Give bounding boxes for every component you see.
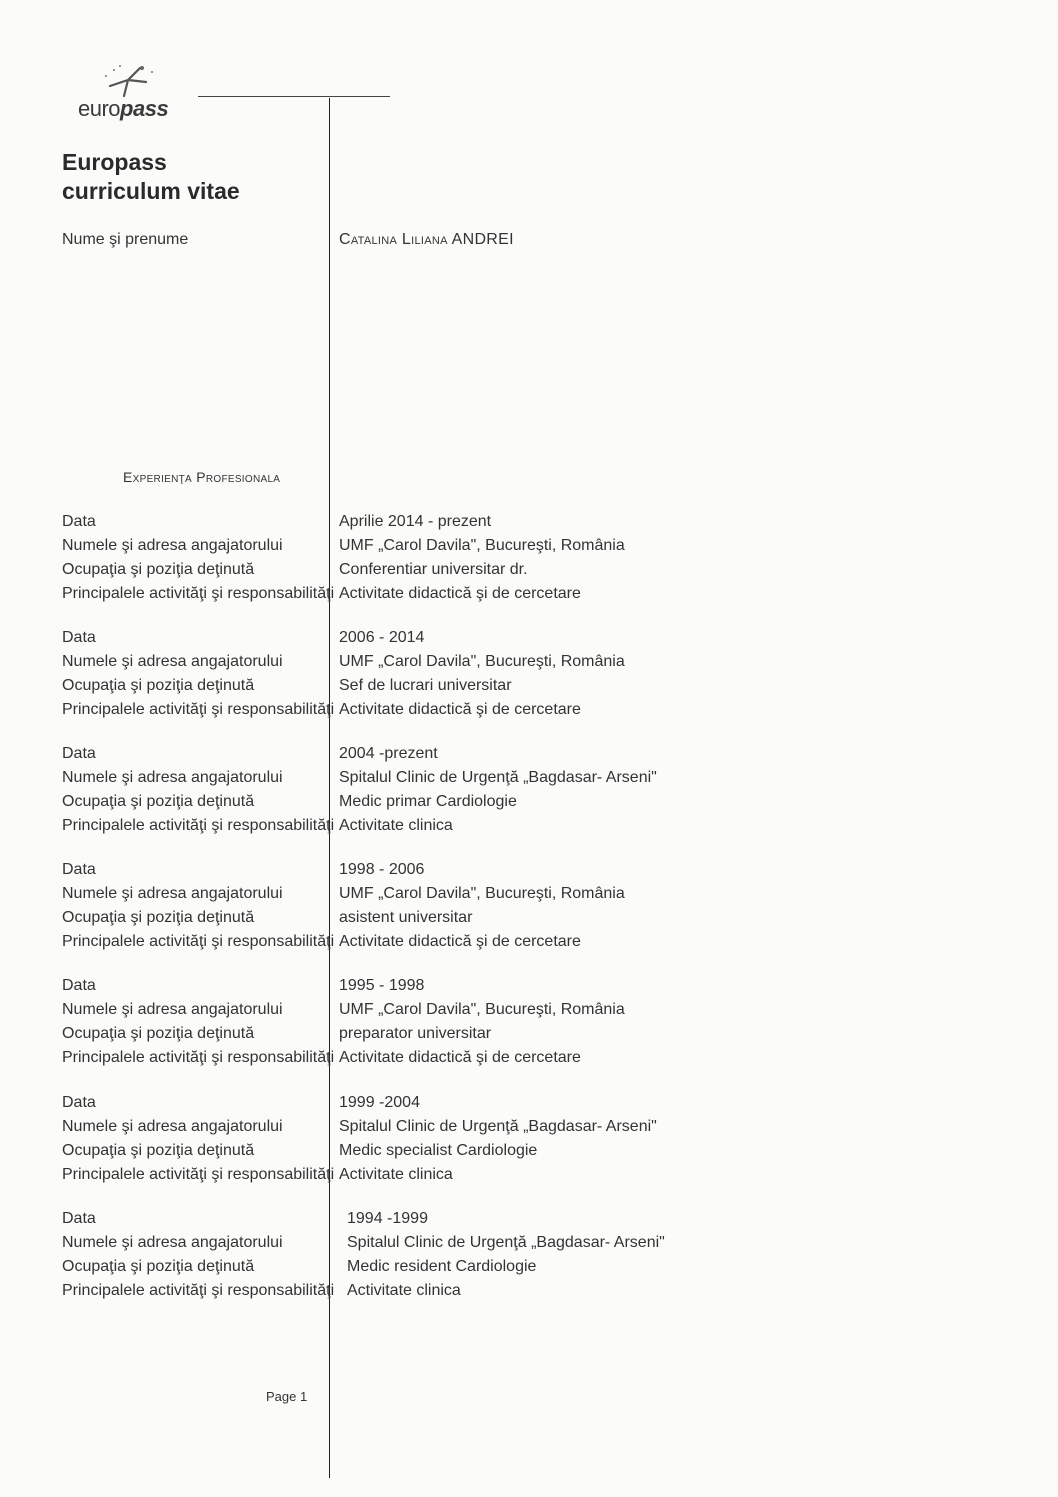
date-value: 1999 -2004 xyxy=(339,1094,420,1111)
position-value: Medic specialist Cardiologie xyxy=(339,1142,538,1159)
date-label: Data xyxy=(62,745,96,762)
date-value: 2006 - 2014 xyxy=(339,629,425,646)
activities-label: Principalele activităţi şi responsabilităţi xyxy=(62,933,335,950)
position-label: Ocupaţia şi poziţia deţinută xyxy=(62,909,255,926)
position-value: Medic primar Cardiologie xyxy=(339,793,517,810)
activities-value: Activitate didactică şi de cercetare xyxy=(339,701,581,718)
activities-value: Activitate clinica xyxy=(339,817,453,834)
date-value: 1998 - 2006 xyxy=(339,861,425,878)
employer-value: Spitalul Clinic de Urgenţă „Bagdasar- Arseni" xyxy=(347,1234,665,1251)
position-value: Conferentiar universitar dr. xyxy=(339,561,528,578)
employer-label: Numele şi adresa angajatorului xyxy=(62,537,283,554)
date-value: 1994 -1999 xyxy=(347,1210,428,1227)
experience-entry xyxy=(0,974,1058,1070)
experience-entry xyxy=(0,1091,1058,1187)
position-label: Ocupaţia şi poziţia deţinută xyxy=(62,793,255,810)
experience-entry xyxy=(0,626,1058,722)
employer-label: Numele şi adresa angajatorului xyxy=(62,653,283,670)
activities-value: Activitate didactică şi de cercetare xyxy=(339,585,581,602)
employer-label: Numele şi adresa angajatorului xyxy=(62,769,283,786)
date-label: Data xyxy=(62,861,96,878)
position-label: Ocupaţia şi poziţia deţinută xyxy=(62,1025,255,1042)
activities-label: Principalele activităţi şi responsabilităţi xyxy=(62,585,335,602)
date-value: 1995 - 1998 xyxy=(339,977,425,994)
employer-value: UMF „Carol Davila", Bucureşti, România xyxy=(339,885,625,902)
date-label: Data xyxy=(62,513,96,530)
employer-label: Numele şi adresa angajatorului xyxy=(62,885,283,902)
experience-entry xyxy=(0,510,1058,606)
position-label: Ocupaţia şi poziţia deţinută xyxy=(62,1142,255,1159)
position-label: Ocupaţia şi poziţia deţinută xyxy=(62,561,255,578)
employer-value: UMF „Carol Davila", Bucureşti, România xyxy=(339,653,625,670)
activities-value: Activitate clinica xyxy=(347,1282,461,1299)
name-value: Catalina Liliana ANDREI xyxy=(339,231,514,248)
activities-label: Principalele activităţi şi responsabilităţi xyxy=(62,817,335,834)
position-value: asistent universitar xyxy=(339,909,473,926)
activities-value: Activitate didactică şi de cercetare xyxy=(339,933,581,950)
date-label: Data xyxy=(62,1210,96,1227)
europass-wordmark: europass xyxy=(78,96,169,121)
europass-logo xyxy=(60,60,335,130)
employer-label: Numele şi adresa angajatorului xyxy=(62,1234,283,1251)
employer-value: Spitalul Clinic de Urgenţă „Bagdasar- Arseni" xyxy=(339,1118,657,1135)
experience-entry xyxy=(0,1207,1058,1303)
section-heading-experience: Experienţa Profesionala xyxy=(123,469,281,485)
experience-entry xyxy=(0,742,1058,838)
date-value: 2004 -prezent xyxy=(339,745,438,762)
document-title: Europass curriculum vitae xyxy=(62,149,240,204)
activities-label: Principalele activităţi şi responsabilităţi xyxy=(62,1049,335,1066)
position-value: preparator universitar xyxy=(339,1025,492,1042)
employer-value: Spitalul Clinic de Urgenţă „Bagdasar- Arseni" xyxy=(339,769,657,786)
activities-label: Principalele activităţi şi responsabilităţi xyxy=(62,1282,335,1299)
experience-entry xyxy=(0,858,1058,954)
activities-label: Principalele activităţi şi responsabilităţi xyxy=(62,1166,335,1183)
activities-label: Principalele activităţi şi responsabilităţi xyxy=(62,701,335,718)
logo-rule xyxy=(198,96,390,97)
employer-label: Numele şi adresa angajatorului xyxy=(62,1118,283,1135)
position-label: Ocupaţia şi poziţia deţinută xyxy=(62,677,255,694)
employer-value: UMF „Carol Davila", Bucureşti, România xyxy=(339,1001,625,1018)
activities-value: Activitate clinica xyxy=(339,1166,453,1183)
activities-value: Activitate didactică şi de cercetare xyxy=(339,1049,581,1066)
employer-label: Numele şi adresa angajatorului xyxy=(62,1001,283,1018)
position-value: Sef de lucrari universitar xyxy=(339,677,512,694)
employer-value: UMF „Carol Davila", Bucureşti, România xyxy=(339,537,625,554)
page-number: Page 1 xyxy=(266,1389,308,1404)
name-label: Nume şi prenume xyxy=(62,231,189,248)
position-label: Ocupaţia şi poziţia deţinută xyxy=(62,1258,255,1275)
date-value: Aprilie 2014 - prezent xyxy=(339,513,492,530)
position-value: Medic resident Cardiologie xyxy=(347,1258,537,1275)
date-label: Data xyxy=(62,977,96,994)
date-label: Data xyxy=(62,1094,96,1111)
date-label: Data xyxy=(62,629,96,646)
